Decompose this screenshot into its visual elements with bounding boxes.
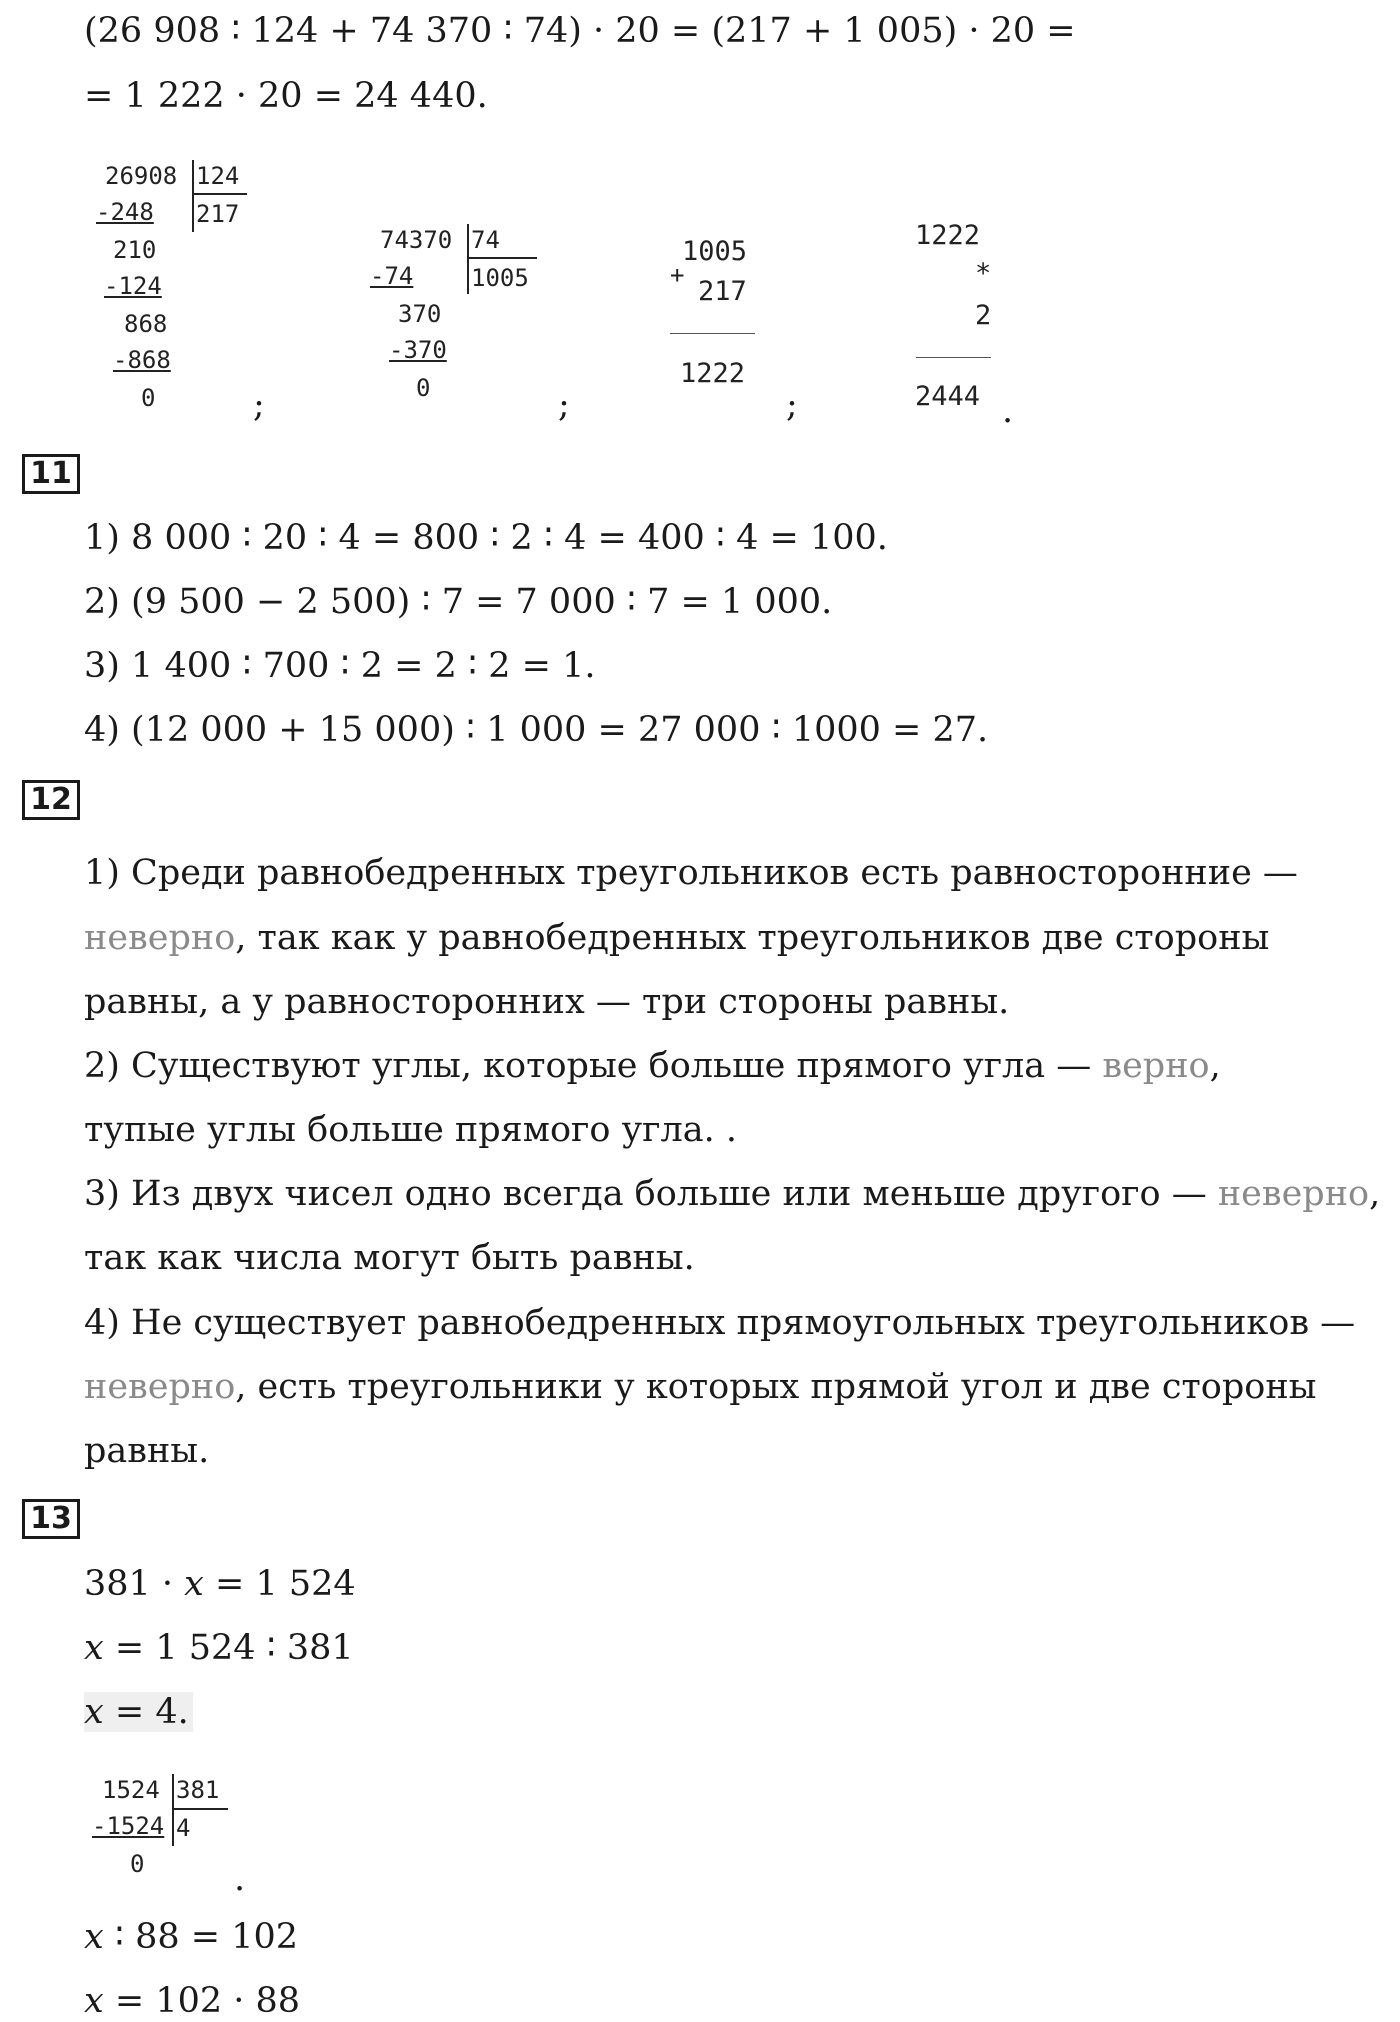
task-number-12: 12 bbox=[22, 780, 80, 820]
remainder: 868 bbox=[124, 310, 168, 338]
factor: 1222 bbox=[915, 220, 981, 251]
subtrahend: -868 bbox=[113, 346, 171, 374]
subtrahend: -1524 bbox=[92, 1812, 165, 1840]
dividend: 26908 bbox=[105, 162, 178, 190]
dividend: 1524 bbox=[102, 1776, 160, 1804]
end-dot: . bbox=[234, 1859, 246, 1899]
task-number-11: 11 bbox=[22, 454, 80, 494]
remainder: 0 bbox=[130, 1850, 145, 1878]
subtrahend: -370 bbox=[389, 336, 447, 364]
equation-line: 𝑥 = 102 · 88 bbox=[84, 1981, 301, 2021]
end-dot: . bbox=[1002, 391, 1014, 431]
task12-line: 1) Среди равнобедренных треугольников есть равносторонние — bbox=[84, 853, 1298, 893]
quotient: 4 bbox=[176, 1814, 191, 1842]
task12-line: 3) Из двух чисел одно всегда больше или меньше другого — неверно, bbox=[84, 1174, 1381, 1214]
subtrahend: -248 bbox=[96, 198, 154, 226]
addend: 217 bbox=[698, 276, 747, 307]
equation-line: 𝑥 ∶ 88 = 102 bbox=[84, 1917, 299, 1957]
task11-line-2: 2) (9 500 − 2 500) ∶ 7 = 7 000 ∶ 7 = 1 000. bbox=[84, 582, 833, 622]
remainder: 0 bbox=[416, 374, 431, 402]
product: 2444 bbox=[915, 381, 981, 412]
addend: 1005 bbox=[682, 236, 748, 267]
verdict-false: неверно bbox=[84, 918, 236, 958]
divisor: 381 bbox=[176, 1776, 220, 1804]
equation-line: 𝑥 = 1 524 ∶ 381 bbox=[84, 1628, 354, 1668]
task-number-13: 13 bbox=[22, 1499, 80, 1539]
task12-line: 2) Существуют углы, которые больше прямого угла — верно, bbox=[84, 1046, 1221, 1086]
task11-line-1: 1) 8 000 ∶ 20 ∶ 4 = 800 ∶ 2 ∶ 4 = 400 ∶ 4 = 100. bbox=[84, 518, 888, 558]
task12-line: тупые углы больше прямого угла. . bbox=[84, 1110, 737, 1150]
task12-line: неверно, так как у равнобедренных треугольников две стороны bbox=[84, 918, 1270, 958]
task11-line-3: 3) 1 400 ∶ 700 ∶ 2 = 2 ∶ 2 = 1. bbox=[84, 646, 596, 686]
task12-line: равны, а у равносторонних — три стороны равны. bbox=[84, 982, 1010, 1022]
plus-sign: + bbox=[670, 261, 685, 289]
quotient: 217 bbox=[196, 200, 240, 228]
verdict-false: неверно bbox=[1217, 1174, 1370, 1214]
quotient: 1005 bbox=[471, 264, 529, 292]
task11-line-4: 4) (12 000 + 15 000) ∶ 1 000 = 27 000 ∶ 1000 = 27. bbox=[84, 710, 989, 750]
remainder: 370 bbox=[398, 300, 442, 328]
remainder: 0 bbox=[141, 384, 156, 412]
subtrahend: -124 bbox=[104, 272, 162, 300]
separator: ; bbox=[786, 385, 798, 425]
task12-line: равны. bbox=[84, 1431, 210, 1471]
divisor: 74 bbox=[471, 226, 500, 254]
expression-line-1: (26 908 ∶ 124 + 74 370 ∶ 74) · 20 = (217 + 1 005) · 20 = bbox=[84, 11, 1076, 51]
equation-line: 381 · 𝑥 = 1 524 bbox=[84, 1564, 356, 1604]
subtrahend: -74 bbox=[370, 262, 414, 290]
equation-answer: 𝑥 = 4. bbox=[84, 1691, 193, 1733]
dividend: 74370 bbox=[380, 226, 453, 254]
separator: ; bbox=[558, 385, 570, 425]
factor: 2 bbox=[975, 300, 992, 331]
verdict-false: неверно bbox=[84, 1367, 236, 1407]
sum: 1222 bbox=[680, 358, 746, 389]
task12-line: так как числа могут быть равны. bbox=[84, 1238, 695, 1278]
task12-line: 4) Не существует равнобедренных прямоугольных треугольников — bbox=[84, 1303, 1356, 1343]
verdict-true: верно bbox=[1102, 1046, 1210, 1086]
task12-line: неверно, есть треугольники у которых прямой угол и две стороны bbox=[84, 1367, 1317, 1407]
expression-line-2: = 1 222 · 20 = 24 440. bbox=[84, 76, 488, 116]
divisor: 124 bbox=[196, 162, 240, 190]
multiply-sign: * bbox=[975, 258, 992, 289]
remainder: 210 bbox=[113, 236, 157, 264]
separator: ; bbox=[253, 385, 265, 425]
